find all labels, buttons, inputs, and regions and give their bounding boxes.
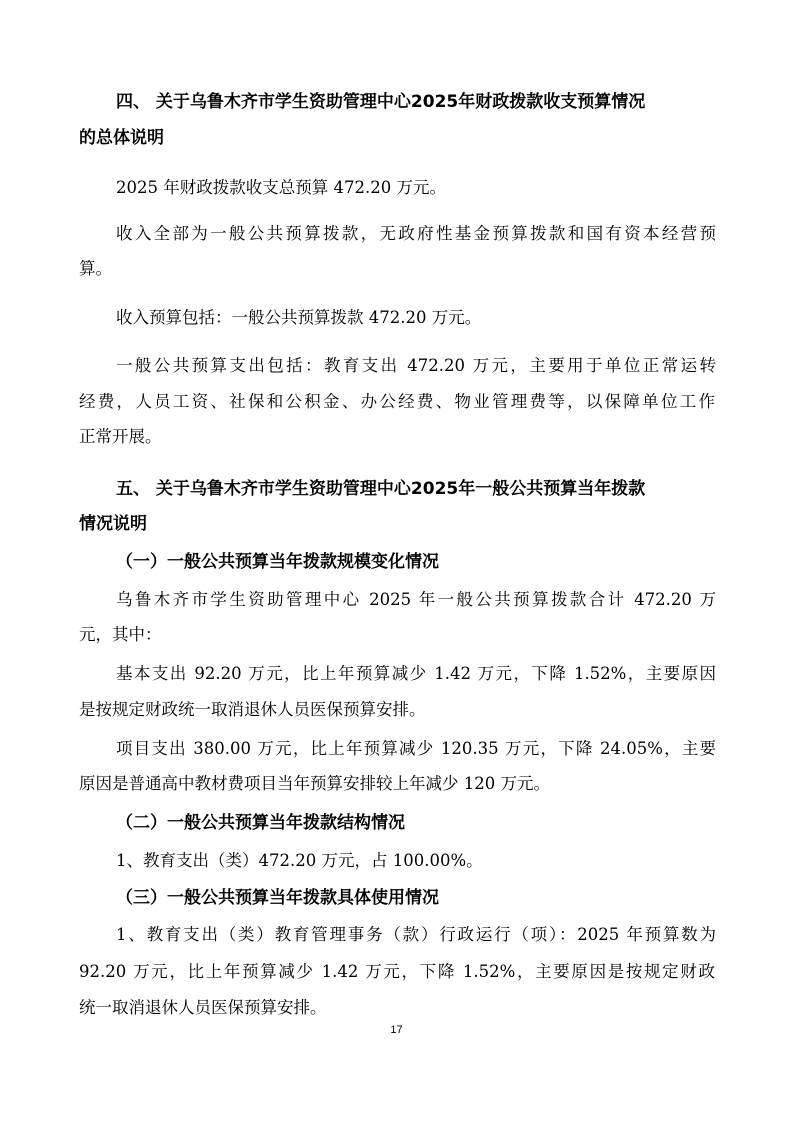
paragraph-cont: 92.20 万元，比上年预算减少 1.42 万元，下降 1.52%，主要原因是按规定财政 xyxy=(79,962,715,981)
paragraph-cont: 正常开展。 xyxy=(79,427,162,446)
paragraph: 1、教育支出（类）472.20 万元，占 100.00%。 xyxy=(116,851,483,870)
paragraph: 收入预算包括：一般公共预算拨款 472.20 万元。 xyxy=(116,308,482,327)
subsection-heading: （三）一般公共预算当年拨款具体使用情况 xyxy=(116,888,439,908)
paragraph-cont: 原因是普通高中教材费项目当年预算安排较上年减少 120 万元。 xyxy=(79,774,550,793)
section5-title-cont: 情况说明 xyxy=(79,514,147,534)
section5-title: 五、 关于乌鲁木齐市学生资助管理中心2025年一般公共预算当年拨款 xyxy=(116,479,646,499)
page-number: 17 xyxy=(390,1024,403,1036)
paragraph-cont: 元，其中： xyxy=(79,625,162,644)
paragraph-cont: 经费，人员工资、社保和公积金、办公经费、物业管理费等，以保障单位工作 xyxy=(79,392,715,411)
subsection-heading: （二）一般公共预算当年拨款结构情况 xyxy=(116,813,405,833)
paragraph: 一般公共预算支出包括：教育支出 472.20 万元，主要用于单位正常运转 xyxy=(116,356,716,375)
paragraph: 乌鲁木齐市学生资助管理中心 2025 年一般公共预算拨款合计 472.20 万 xyxy=(116,590,716,609)
paragraph: 项目支出 380.00 万元，比上年预算减少 120.35 万元，下降 24.05%，主要 xyxy=(116,739,716,758)
subsection-heading: （一）一般公共预算当年拨款规模变化情况 xyxy=(116,552,439,572)
section4-title: 四、 关于乌鲁木齐市学生资助管理中心2025年财政拨款收支预算情况 xyxy=(116,92,646,112)
paragraph: 基本支出 92.20 万元，比上年预算减少 1.42 万元，下降 1.52%，主要原因 xyxy=(116,664,716,683)
section4-title-cont: 的总体说明 xyxy=(79,128,164,148)
paragraph: 收入全部为一般公共预算拨款，无政府性基金预算拨款和国有资本经营预 xyxy=(116,224,716,243)
paragraph: 1、教育支出（类）教育管理事务（款）行政运行（项）：2025 年预算数为 xyxy=(116,925,716,944)
paragraph: 2025 年财政拨款收支总预算 472.20 万元。 xyxy=(116,178,446,197)
paragraph-cont: 统一取消退休人员医保预算安排。 xyxy=(79,998,327,1017)
paragraph-cont: 算。 xyxy=(79,259,112,278)
paragraph-cont: 是按规定财政统一取消退休人员医保预算安排。 xyxy=(79,700,426,719)
